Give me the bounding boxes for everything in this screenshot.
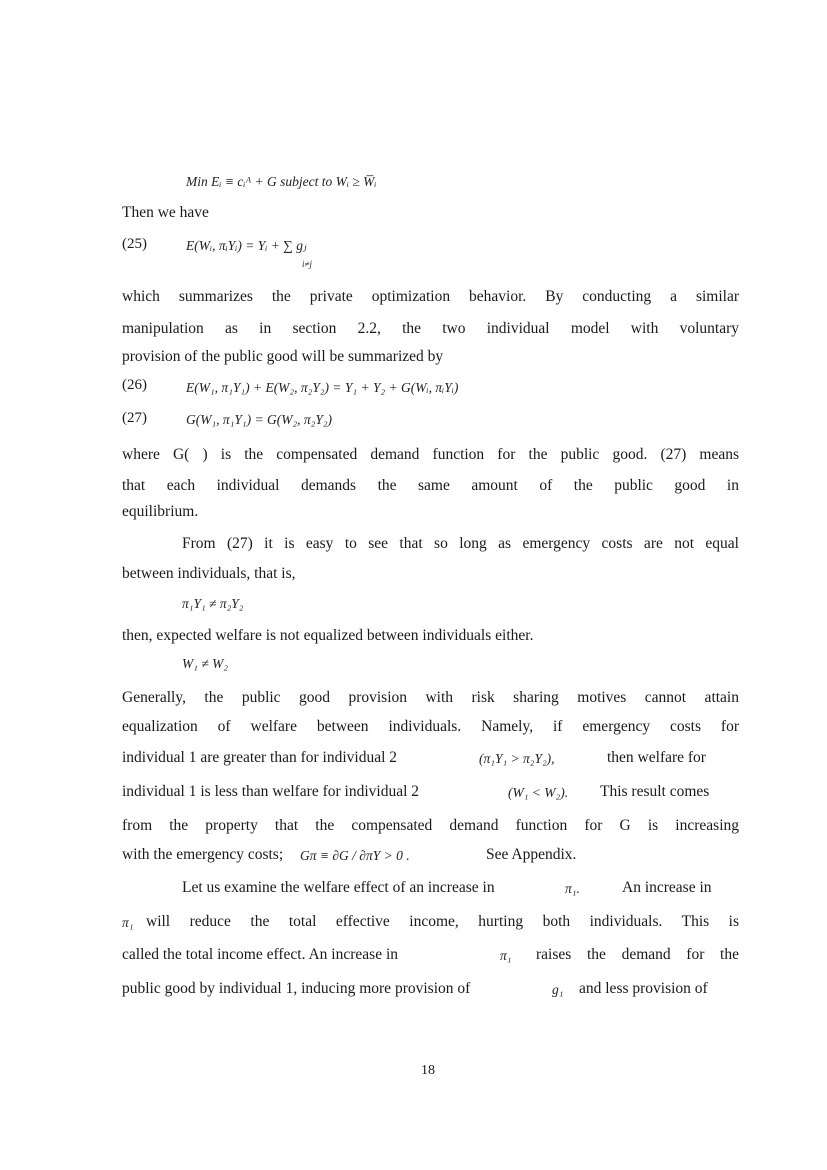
inline-math: g₁ — [552, 982, 564, 997]
inequality-emergency-costs: π₁Y₁ ≠ π₂Y₂ — [182, 596, 244, 611]
equation-number-27: (27) — [122, 410, 147, 426]
paragraph-line-part: raises the demand for the — [536, 946, 739, 963]
equation-27: G(W₁, π₁Y₁) = G(W₂, π₂Y₂) — [186, 412, 333, 427]
paragraph-line: equilibrium. — [122, 503, 199, 520]
equation-25-summation-index: i≠j — [302, 259, 312, 269]
inequality-welfare: W₁ ≠ W₂ — [182, 656, 229, 671]
paragraph-line: then, expected welfare is not equalized between individuals either. — [122, 627, 534, 644]
text-line: Then we have — [122, 204, 209, 221]
inline-math: (W₁ < W₂). — [508, 785, 569, 800]
inline-math: Gπ ≡ ∂G / ∂πY > 0 . — [300, 848, 410, 863]
paragraph-line-part: then welfare for — [607, 749, 706, 766]
paragraph-line: that each individual demands the same amount of the public good in — [122, 477, 739, 494]
page-number: 18 — [421, 1063, 435, 1078]
paragraph-line-part: An increase in — [622, 879, 712, 896]
paragraph-line: manipulation as in section 2.2, the two individual model with voluntary — [122, 320, 739, 337]
paragraph-line: provision of the public good will be summarized by — [122, 348, 444, 365]
inline-math: (π₁Y₁ > π₂Y₂), — [479, 751, 555, 766]
equation-25: E(Wᵢ, πᵢYᵢ) = Yᵢ + ∑ gⱼ — [186, 238, 307, 253]
paragraph-line: between individuals, that is, — [122, 565, 296, 582]
inline-math: π₁ — [122, 915, 134, 930]
paragraph-line: where G( ) is the compensated demand function for the public good. (27) means — [122, 446, 739, 463]
paragraph-line: from the property that the compensated demand function for G is increasing — [122, 817, 739, 834]
paragraph-line-part: called the total income effect. An increase in — [122, 946, 399, 963]
equation-number-26: (26) — [122, 377, 147, 393]
paragraph-line-part: will reduce the total effective income, hurting both individuals. This is — [146, 913, 739, 930]
paragraph-line-part: See Appendix. — [486, 846, 577, 863]
inline-math: π₁ — [500, 948, 512, 963]
equation-number-25: (25) — [122, 236, 147, 252]
inline-math: π₁. — [565, 881, 580, 896]
paragraph-line-part: public good by individual 1, inducing more provision of — [122, 980, 471, 997]
paragraph-line: equalization of welfare between individuals. Namely, if emergency costs for — [122, 718, 739, 735]
paragraph-line: From (27) it is easy to see that so long as emergency costs are not equal — [182, 535, 739, 552]
paragraph-line-part: individual 1 are greater than for individual 2 — [122, 749, 398, 766]
paragraph-line-part: individual 1 is less than welfare for individual 2 — [122, 783, 420, 800]
paragraph-line-part: This result comes — [600, 783, 710, 800]
paragraph-line: which summarizes the private optimization behavior. By conducting a similar — [122, 288, 739, 305]
minimization-equation: Min Eᵢ ≡ cᵢᴬ + G subject to Wᵢ ≥ W̅ᵢ — [186, 174, 377, 189]
paragraph-line-part: Let us examine the welfare effect of an increase in — [182, 879, 495, 896]
paragraph-line-part: with the emergency costs; — [122, 846, 284, 863]
paragraph-line: Generally, the public good provision with risk sharing motives cannot attain — [122, 689, 739, 706]
equation-26: E(W₁, π₁Y₁) + E(W₂, π₂Y₂) = Y₁ + Y₂ + G(Wᵢ, πᵢYᵢ) — [186, 380, 459, 395]
paragraph-line-part: and less provision of — [579, 980, 708, 997]
